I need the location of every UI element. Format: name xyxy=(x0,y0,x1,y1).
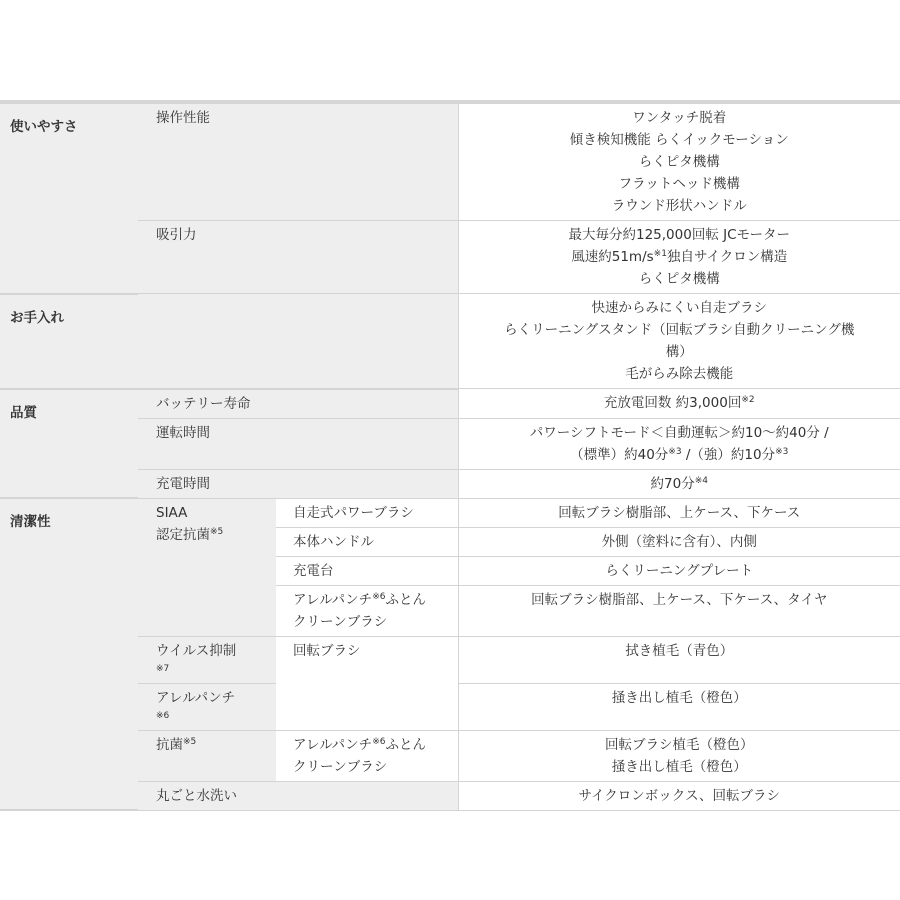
footnote-mark: ※6 xyxy=(156,710,170,721)
footnote-mark: ※6 xyxy=(372,736,386,747)
row-label-allergen: アレルパンチ ※6 xyxy=(138,683,276,730)
footnote-mark: ※3 xyxy=(668,446,682,457)
part-label: アレルパンチ$^{※6}$ふとん クリーンブラシ xyxy=(276,730,458,781)
runtime-value: パワーシフトモード＜自動運転＞約10〜約40分 / （標準）約40分$^{※3}$ /（強）約10分$^{※3}$ xyxy=(458,418,900,469)
footnote-mark: ※6 xyxy=(372,591,386,602)
row-label-operation: 操作性能 xyxy=(138,102,458,221)
suction-value: 最大毎分約125,000回転 JCモーター 風速約$51m/s^{※1}$独自サイクロン構造 らくピタ機構 xyxy=(458,221,900,294)
part-value: 回転ブラシ樹脂部、上ケース、下ケース、タイヤ xyxy=(458,585,900,636)
footnote-mark: ※1 xyxy=(653,249,667,259)
virus-value: 拭き植毛（青色） xyxy=(458,636,900,683)
footnote-mark: ※3 xyxy=(775,446,789,457)
table-row xyxy=(0,498,900,527)
part-label: 自走式パワーブラシ xyxy=(276,498,458,527)
row-label-runtime: 運転時間 xyxy=(138,418,458,469)
antibac-value: 回転ブラシ植毛（橙色） 掻き出し植毛（橙色） xyxy=(458,730,900,781)
row-label-suction: 吸引力 xyxy=(138,221,458,294)
part-value: らくリーニングプレート xyxy=(458,556,900,585)
table-row xyxy=(0,294,900,389)
category-usability: 使いやすさ xyxy=(0,102,138,294)
part-label: アレルパンチ$^{※6}$ふとん クリーンブラシ xyxy=(276,585,458,636)
operation-value: ワンタッチ脱着 傾き検知機能 らくイックモーション らくピタ機構 フラットヘッド機構 ラウンド形状ハンドル xyxy=(458,102,900,221)
row-label-charge: 充電時間 xyxy=(138,469,458,498)
footnote-mark: ※7 xyxy=(156,663,170,674)
part-label: 回転ブラシ xyxy=(276,636,458,730)
table-row xyxy=(0,389,900,419)
washable-value: サイクロンボックス、回転ブラシ xyxy=(458,781,900,810)
allergen-value: 掻き出し植毛（橙色） xyxy=(458,683,900,730)
maintenance-value: 快速からみにくい自走ブラシ らくリーニングスタンド（回転ブラシ自動クリーニング機 構） 毛がらみ除去機能 xyxy=(458,294,900,389)
part-value: 回転ブラシ樹脂部、上ケース、下ケース xyxy=(458,498,900,527)
row-label-antibac: 抗菌$^{※5}$ xyxy=(138,730,276,781)
category-cleanliness: 清潔性 xyxy=(0,498,138,810)
part-label: 本体ハンドル xyxy=(276,527,458,556)
part-value: 外側（塗料に含有）、内側 xyxy=(458,527,900,556)
footnote-mark: ※5 xyxy=(183,736,197,747)
row-label-washable: 丸ごと水洗い xyxy=(138,781,458,810)
footnote-mark: ※5 xyxy=(210,526,224,537)
category-quality: 品質 xyxy=(0,389,138,499)
category-maintenance: お手入れ xyxy=(0,294,458,389)
row-label-battery: バッテリー寿命 xyxy=(138,389,458,419)
part-label: 充電台 xyxy=(276,556,458,585)
row-label-virus: ウイルス抑制 ※7 xyxy=(138,636,276,683)
footnote-mark: ※2 xyxy=(741,395,755,405)
footnote-mark: ※4 xyxy=(694,475,708,486)
table-row xyxy=(0,102,900,221)
spec-table xyxy=(0,100,900,811)
battery-value: 充放電回数 約3,000回$^{※2}$ xyxy=(458,389,900,419)
row-label-siaa: SIAA 認定抗菌$^{※5}$ xyxy=(138,498,276,636)
charge-value: 約70分$^{※4}$ xyxy=(458,469,900,498)
